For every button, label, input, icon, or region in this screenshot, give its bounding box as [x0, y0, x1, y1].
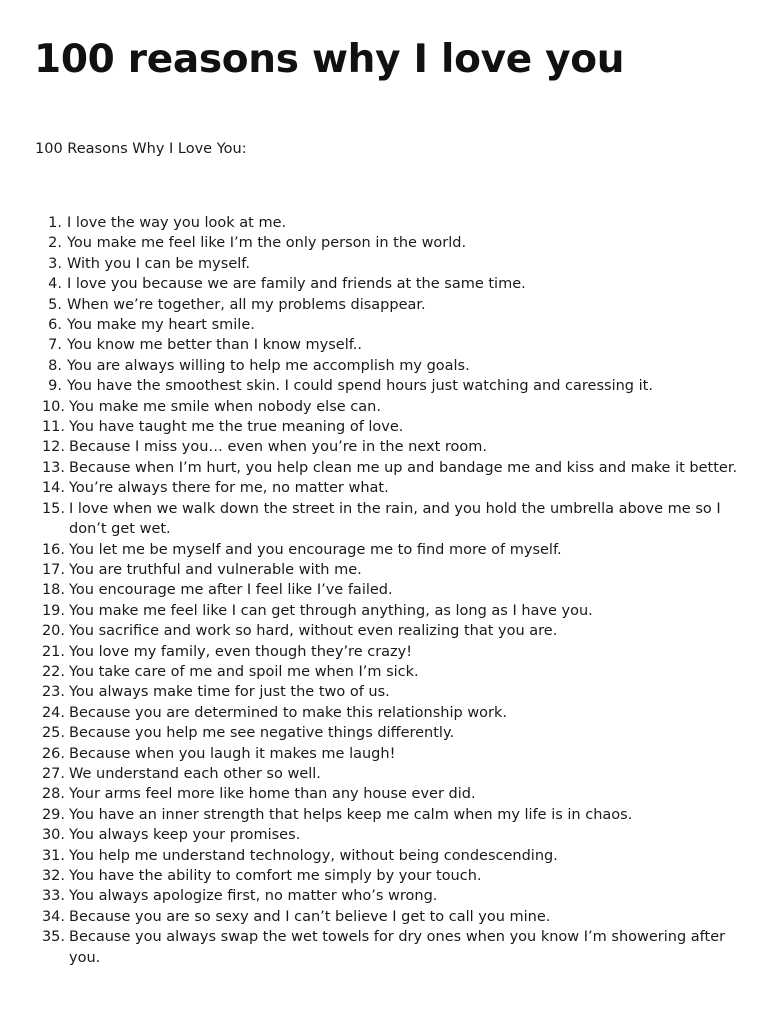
list-item [0, 315, 745, 335]
list-item [0, 784, 745, 804]
list-item-text: You make my heart smile. [67, 317, 255, 334]
list-item-number: 21. [41, 643, 65, 660]
list-item-text: You have the smoothest skin. I could spend hours just watching and caressing it. [67, 378, 653, 395]
list-item [0, 805, 745, 825]
list-item [0, 642, 745, 662]
list-item [0, 356, 745, 376]
list-item-text: Because you are so sexy and I can’t believe I get to call you mine. [69, 908, 551, 925]
list-item-number: 8. [48, 357, 62, 374]
list-item [0, 499, 745, 540]
reasons-list [0, 213, 745, 968]
list-item [0, 397, 745, 417]
list-item-text: You have an inner strength that helps keep me calm when my life is in chaos. [69, 806, 633, 823]
list-item-text: You sacrifice and work so hard, without even realizing that you are. [69, 623, 558, 640]
list-item-text: Because you help me see negative things differently. [69, 725, 455, 742]
list-item-text: You always keep your promises. [69, 827, 301, 844]
list-item-text: I love when we walk down the street in the rain, and you hold the umbrella above me so I don’t get wet. [69, 500, 721, 538]
list-item-text: Because you always swap the wet towels for dry ones when you know I’m showering after you. [69, 929, 726, 966]
list-item [0, 580, 745, 600]
list-item [0, 621, 745, 641]
list-item-number: 4. [48, 276, 62, 293]
list-item [0, 723, 745, 743]
list-item [0, 886, 745, 906]
list-item [0, 254, 745, 274]
list-item [0, 540, 745, 560]
list-item-text: Because you are determined to make this relationship work. [69, 704, 508, 721]
list-item-text: You’re always there for me, no matter what. [69, 480, 389, 497]
list-item-number: 18. [41, 582, 65, 599]
list-item [0, 825, 745, 845]
list-item-number: 33. [41, 888, 65, 905]
list-item-number: 10. [41, 398, 65, 415]
list-item-text: Because I miss you… even when you’re in the next room. [69, 439, 488, 456]
list-item-number: 32. [41, 868, 65, 884]
list-item-text: You take care of me and spoil me when I’m sick. [69, 663, 419, 680]
list-item [0, 274, 745, 294]
list-item-text: Your arms feel more like home than any house ever did. [69, 786, 476, 803]
list-item [0, 417, 745, 437]
list-item-text: You make me feel like I’m the only person in the world. [67, 235, 467, 252]
list-item [0, 846, 745, 866]
list-item-text: With you I can be myself. [67, 255, 250, 272]
list-item-number: 30. [41, 827, 65, 844]
list-item-number: 19. [41, 602, 65, 619]
list-item-number: 14. [41, 480, 65, 497]
list-item-number: 28. [41, 786, 65, 803]
list-item-text: You are always willing to help me accomplish my goals. [67, 357, 470, 374]
list-item-number: 3. [48, 255, 62, 272]
list-item [0, 601, 745, 621]
list-item-number: 9. [48, 378, 62, 395]
list-item-text: You are truthful and vulnerable with me. [69, 561, 362, 578]
list-item-number: 1. [48, 215, 62, 231]
list-item [0, 437, 745, 457]
list-item-text: I love you because we are family and friends at the same time. [67, 276, 526, 293]
list-item-text: You let me be myself and you encourage me to find more of myself. [69, 541, 562, 558]
list-item-number: 34. [41, 908, 65, 925]
list-item-text: You know me better than I know myself.. [67, 337, 363, 354]
list-item-text: You have taught me the true meaning of love. [69, 419, 404, 436]
list-item [0, 744, 745, 764]
list-item [0, 213, 745, 233]
list-item-text: I love the way you look at me. [67, 215, 287, 231]
list-item [0, 866, 745, 886]
list-item [0, 662, 745, 682]
list-item-number: 20. [41, 623, 65, 640]
list-item-number: 12. [41, 439, 65, 456]
list-item-number: 11. [41, 419, 65, 436]
list-item-text: When we’re together, all my problems disappear. [67, 296, 426, 313]
list-item [0, 560, 745, 580]
list-item [0, 376, 745, 396]
list-item-number: 25. [41, 725, 65, 742]
list-item-number: 26. [41, 745, 65, 762]
list-item-number: 15. [41, 500, 65, 517]
list-item-text: We understand each other so well. [69, 765, 321, 782]
list-item-number: 17. [41, 561, 65, 578]
list-item-text: You always make time for just the two of us. [69, 684, 390, 701]
list-item [0, 764, 745, 784]
list-item-text: Because when I’m hurt, you help clean me up and bandage me and kiss and make it better. [69, 459, 738, 476]
list-item-number: 16. [41, 541, 65, 558]
list-item [0, 907, 745, 927]
list-item [0, 335, 745, 355]
list-item-number: 7. [48, 337, 62, 354]
list-item-number: 27. [41, 765, 65, 782]
list-item-number: 6. [48, 317, 62, 334]
list-item-number: 23. [41, 684, 65, 701]
list-item-text: You make me smile when nobody else can. [69, 398, 381, 415]
list-item-text: You always apologize first, no matter who’s wrong. [69, 888, 438, 905]
list-item-number: 29. [41, 806, 65, 823]
list-item-text: You make me feel like I can get through anything, as long as I have you. [69, 602, 593, 619]
list-heading: 100 Reasons Why I Love You: [35, 141, 247, 157]
page-title: 100 reasons why I love you [34, 37, 625, 82]
list-item-text: You have the ability to comfort me simply by your touch. [69, 868, 482, 884]
list-item-number: 5. [48, 296, 62, 313]
list-item-number: 24. [41, 704, 65, 721]
list-item [0, 682, 745, 702]
list-item-number: 22. [41, 663, 65, 680]
list-item-number: 31. [41, 847, 65, 864]
list-item-text: You encourage me after I feel like I’ve failed. [69, 582, 393, 599]
list-item [0, 295, 745, 315]
list-item [0, 233, 745, 253]
list-item-number: 2. [48, 235, 62, 252]
list-item [0, 927, 745, 968]
list-item [0, 703, 745, 723]
list-item-number: 13. [41, 459, 65, 476]
list-item [0, 458, 745, 478]
list-item-text: You love my family, even though they’re crazy! [69, 643, 413, 660]
list-item-text: You help me understand technology, without being condescending. [69, 847, 558, 864]
list-item-number: 35. [41, 929, 65, 946]
list-item-text: Because when you laugh it makes me laugh! [69, 745, 396, 762]
list-item [0, 478, 745, 498]
